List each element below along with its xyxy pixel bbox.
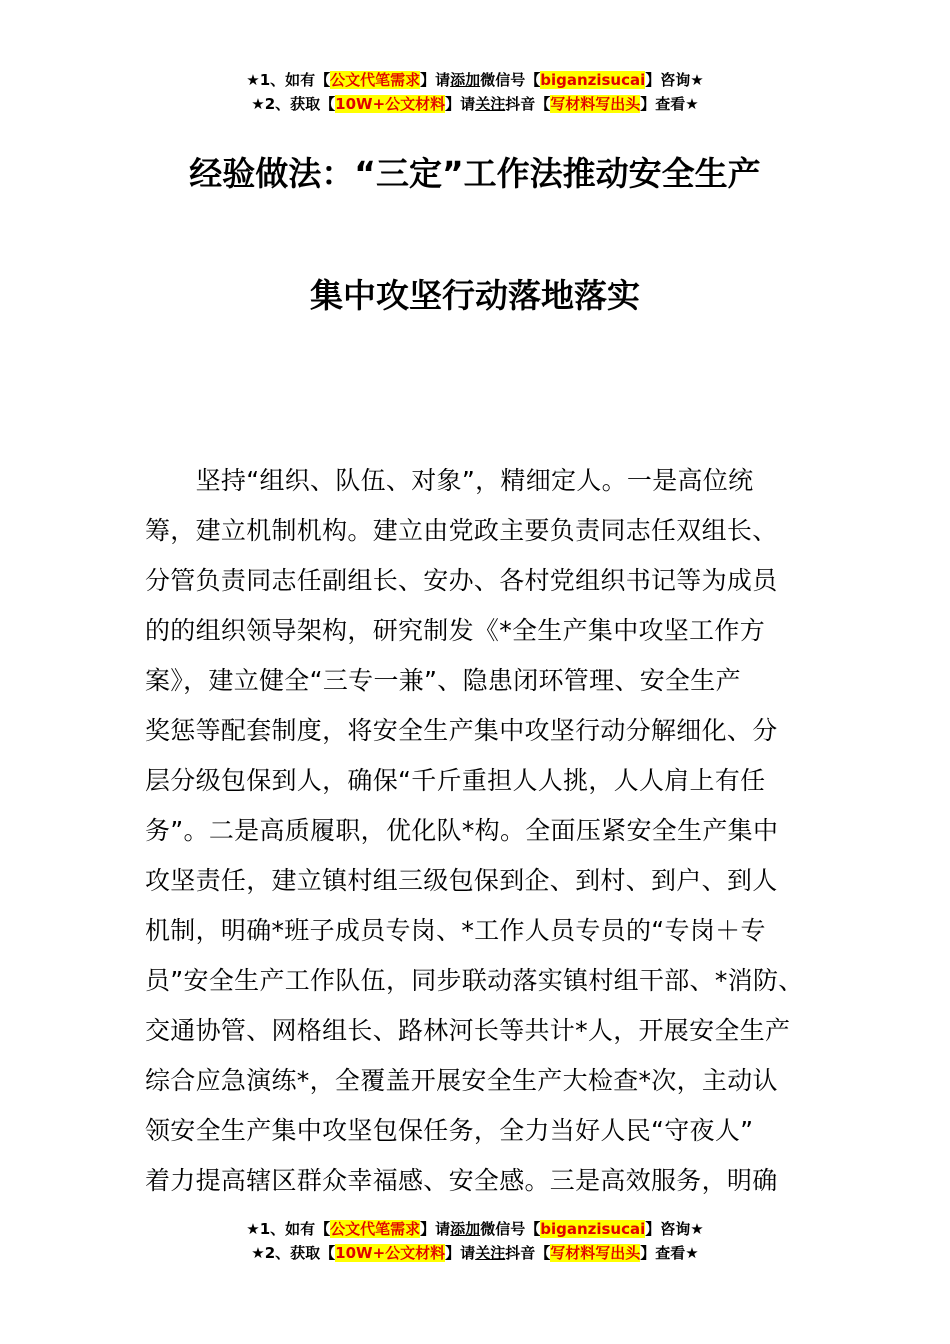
star-icon: ★ bbox=[246, 71, 260, 89]
banner-text: 抖音【 bbox=[505, 1244, 551, 1262]
body-line: 案》，建立健全“三专一兼”、隐患闭环管理、安全生产 bbox=[145, 666, 741, 695]
banner-highlight: 10W+公文材料 bbox=[335, 1244, 446, 1262]
banner-line-2 bbox=[0, 92, 950, 116]
banner-text: 抖音【 bbox=[505, 95, 551, 113]
banner-highlight: 写材料写出头 bbox=[550, 95, 641, 113]
body-line: 交通协管、网格组长、路林河长等共计*人，开展安全生产 bbox=[145, 1016, 791, 1045]
banner-text: 2、获取【 bbox=[264, 95, 336, 113]
banner-text: 】查看 bbox=[640, 95, 686, 113]
banner-highlight: 写材料写出头 bbox=[550, 1244, 641, 1262]
banner-text: 】请 bbox=[420, 71, 451, 89]
banner-text: 】咨询 bbox=[645, 71, 691, 89]
banner-line-2 bbox=[0, 1241, 950, 1265]
star-icon: ★ bbox=[685, 95, 699, 113]
banner-underline: 添加 bbox=[450, 71, 481, 89]
banner-line-1 bbox=[0, 68, 950, 92]
body-line: 的的组织领导架构，研究制发《*全生产集中攻坚工作方 bbox=[145, 616, 766, 645]
banner-text: 】咨询 bbox=[645, 1220, 691, 1238]
banner-highlight: 10W+公文材料 bbox=[335, 95, 446, 113]
banner-text: 微信号【 bbox=[480, 1220, 541, 1238]
banner-highlight: 公文代笔需求 bbox=[330, 71, 421, 89]
star-icon: ★ bbox=[251, 95, 265, 113]
banner-text: 微信号【 bbox=[480, 71, 541, 89]
body-line: 奖惩等配套制度，将安全生产集中攻坚行动分解细化、分 bbox=[145, 716, 778, 745]
star-icon: ★ bbox=[690, 71, 704, 89]
body-line: 筹，建立机制机构。建立由党政主要负责同志任双组长、 bbox=[145, 516, 778, 545]
banner-highlight: biganzisucai bbox=[540, 71, 646, 89]
body-line: 层分级包保到人，确保“千斤重担人人挑，人人肩上有任 bbox=[145, 766, 766, 795]
banner-text: 】请 bbox=[445, 95, 476, 113]
body-line: 员”安全生产工作队伍，同步联动落实镇村组干部、*消防、 bbox=[145, 966, 804, 995]
banner-underline: 关注 bbox=[475, 1244, 506, 1262]
star-icon: ★ bbox=[690, 1220, 704, 1238]
star-icon: ★ bbox=[246, 1220, 260, 1238]
banner-text: 1、如有【 bbox=[259, 1220, 331, 1238]
body-line: 攻坚责任，建立镇村组三级包保到企、到村、到户、到人 bbox=[145, 866, 778, 895]
banner-underline: 关注 bbox=[475, 95, 506, 113]
banner-underline: 添加 bbox=[450, 1220, 481, 1238]
body-line: 坚持“组织、队伍、对象”，精细定人。一是高位统 bbox=[145, 466, 754, 495]
banner-highlight: biganzisucai bbox=[540, 1220, 646, 1238]
banner-line-1 bbox=[0, 1217, 950, 1241]
document-title-line-1: 经验做法：“三定”工作法推动安全生产 bbox=[189, 154, 761, 193]
banner-text: 】查看 bbox=[640, 1244, 686, 1262]
star-icon: ★ bbox=[685, 1244, 699, 1262]
banner-highlight: 公文代笔需求 bbox=[330, 1220, 421, 1238]
banner-text: 2、获取【 bbox=[264, 1244, 336, 1262]
header-banner bbox=[0, 68, 950, 116]
banner-text: 1、如有【 bbox=[259, 71, 331, 89]
banner-text: 】请 bbox=[420, 1220, 451, 1238]
footer-banner bbox=[0, 1217, 950, 1265]
body-line: 综合应急演练*，全覆盖开展安全生产大检查*次，主动认 bbox=[145, 1066, 778, 1095]
body-line: 领安全生产集中攻坚包保任务，全力当好人民“守夜人” bbox=[145, 1116, 754, 1145]
body-line: 机制，明确*班子成员专岗、*工作人员专员的“专岗＋专 bbox=[145, 916, 766, 945]
body-line: 着力提高辖区群众幸福感、安全感。三是高效服务，明确 bbox=[145, 1166, 778, 1195]
body-line: 务”。二是高质履职，优化队*构。全面压紧安全生产集中 bbox=[145, 816, 779, 845]
body-line: 分管负责同志任副组长、安办、各村党组织书记等为成员 bbox=[145, 566, 778, 595]
document-title-line-2: 集中攻坚行动落地落实 bbox=[310, 276, 640, 315]
banner-text: 】请 bbox=[445, 1244, 476, 1262]
star-icon: ★ bbox=[251, 1244, 265, 1262]
